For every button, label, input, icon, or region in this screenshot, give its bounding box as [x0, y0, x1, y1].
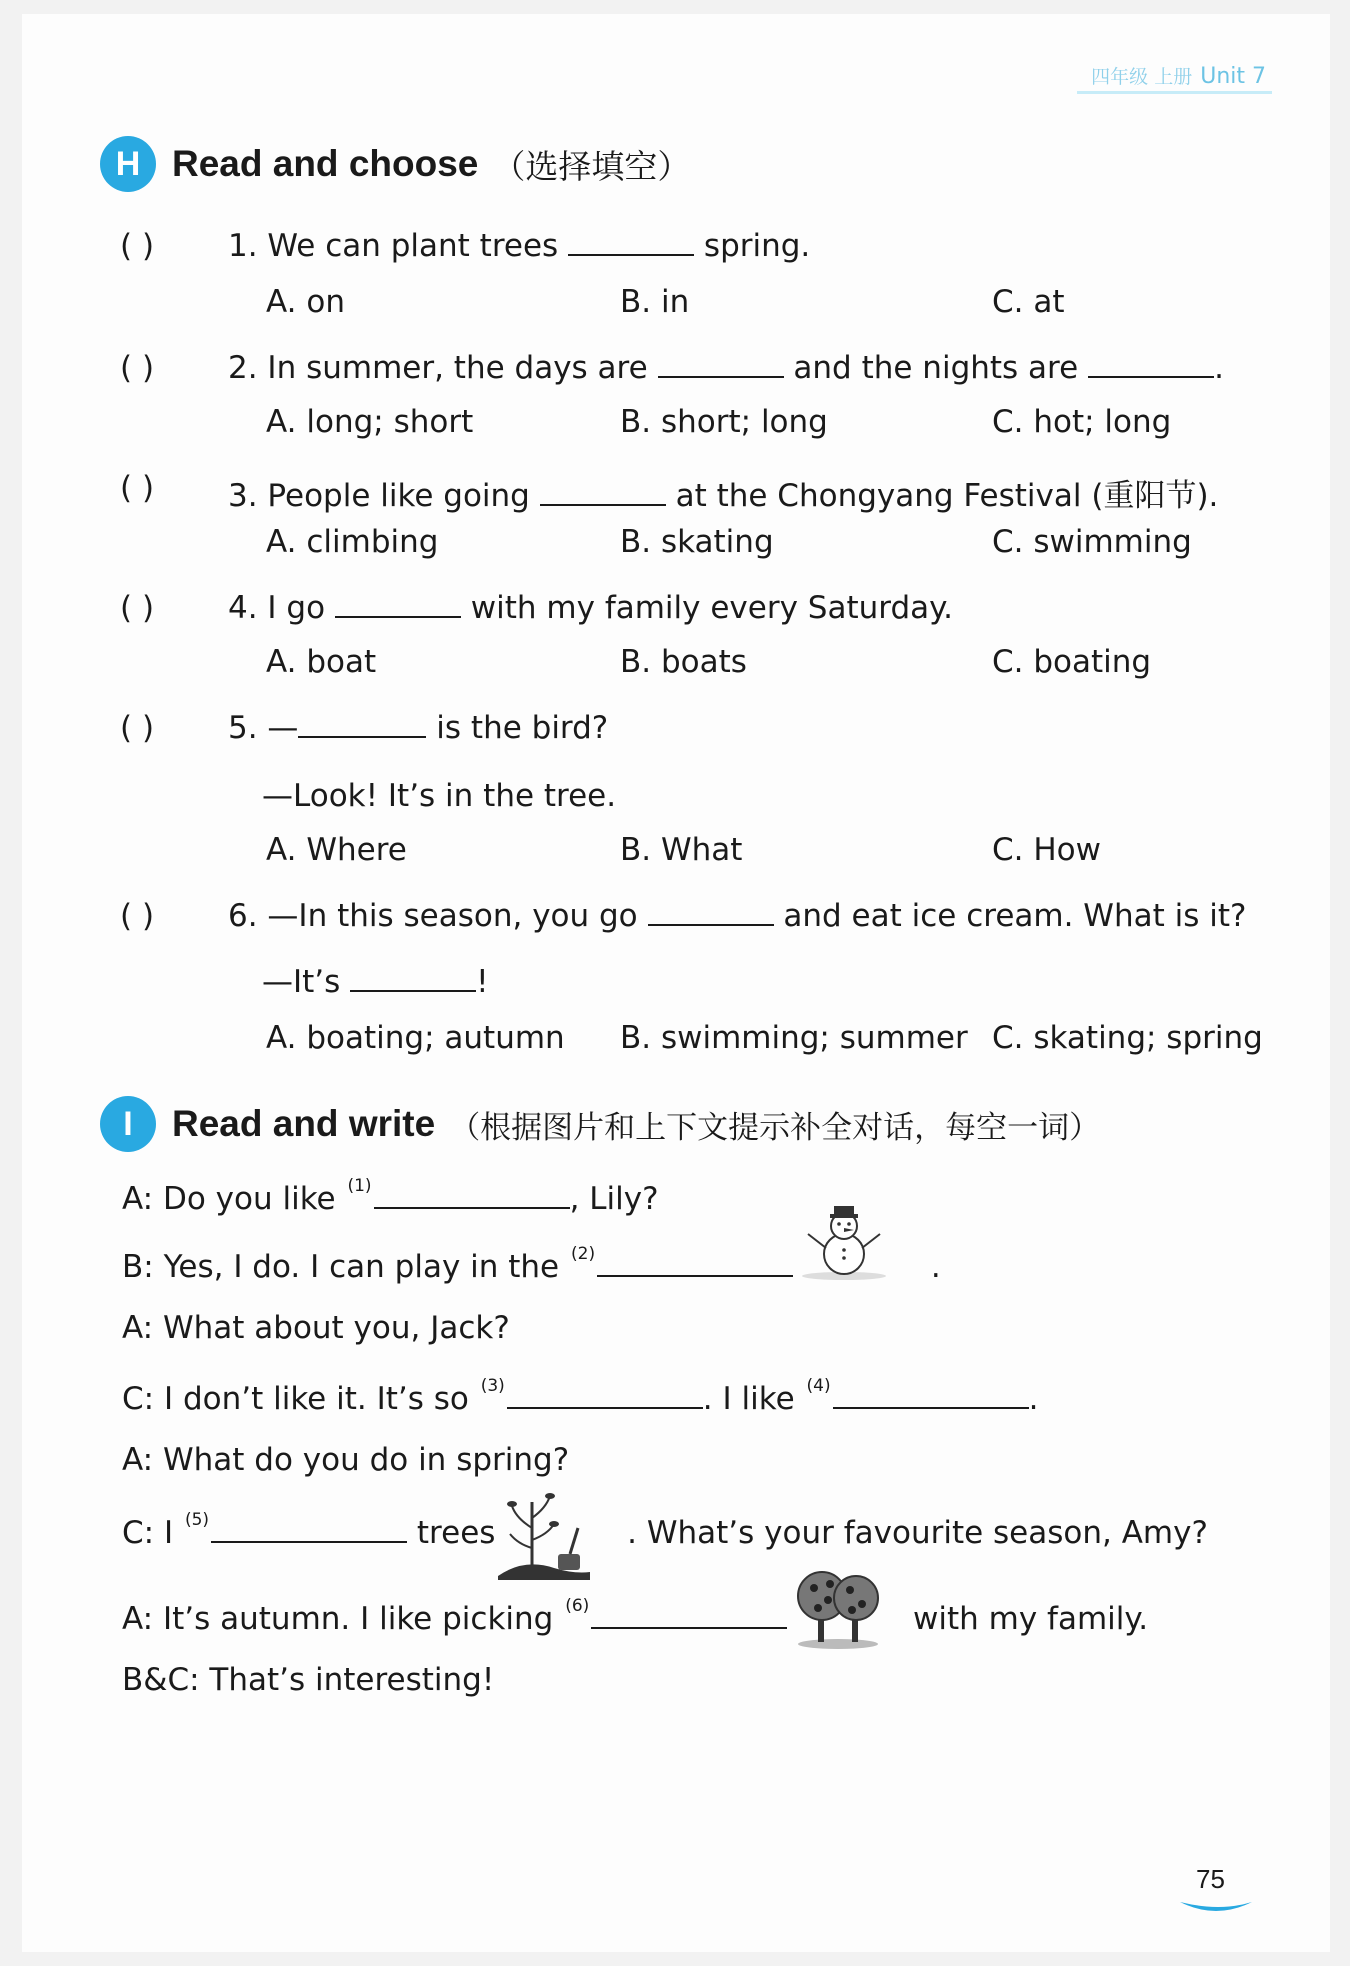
- answer-blank[interactable]: [1088, 375, 1214, 378]
- question-text: with my family every Saturday.: [470, 590, 953, 626]
- dialogue-line-6: [122, 1510, 1208, 1551]
- blank-number: (6): [565, 1596, 590, 1616]
- section-h-title: Read and choose: [172, 143, 479, 184]
- option-b: B. short; long: [620, 404, 828, 440]
- unit-label: Unit 7: [1200, 64, 1266, 89]
- question-text: is the bird?: [436, 710, 609, 746]
- dialogue-text: .: [1028, 1381, 1039, 1417]
- answer-blank-4[interactable]: [833, 1406, 1029, 1409]
- answer-parens[interactable]: ( ): [120, 350, 155, 386]
- question-text: 3. People like going: [228, 478, 530, 514]
- question-text: at the Chongyang Festival (重阳节).: [675, 478, 1219, 514]
- option-a: A. climbing: [266, 524, 439, 560]
- dialogue-text: .: [930, 1249, 941, 1285]
- answer-parens[interactable]: ( ): [120, 898, 155, 934]
- dialogue-text: C: I don’t like it. It’s so: [122, 1381, 469, 1417]
- dialogue-text: A: Do you like: [122, 1181, 336, 1217]
- question-3: [228, 470, 1218, 515]
- blank-number: (5): [184, 1510, 210, 1530]
- option-c: C. How: [992, 832, 1101, 868]
- option-a: A. long; short: [266, 404, 474, 440]
- page-swoosh-icon: [1180, 1898, 1252, 1918]
- answer-parens[interactable]: ( ): [120, 590, 155, 626]
- dialogue-text: B: Yes, I do. I can play in the: [122, 1249, 560, 1285]
- answer-blank[interactable]: [648, 923, 774, 926]
- question-text: 2. In summer, the days are: [228, 350, 648, 386]
- option-a: A. boat: [266, 644, 377, 680]
- question-2: [228, 350, 1224, 386]
- answer-blank[interactable]: [298, 735, 426, 738]
- answer-blank[interactable]: [658, 375, 784, 378]
- answer-blank-2[interactable]: [597, 1274, 793, 1277]
- section-h-heading: [100, 136, 690, 192]
- dialogue-line-4: [122, 1376, 1038, 1417]
- section-h-subtitle: （选择填空）: [492, 146, 691, 186]
- option-a: A. Where: [266, 832, 407, 868]
- question-text: !: [476, 964, 489, 1000]
- answer-blank-6[interactable]: [591, 1626, 787, 1629]
- section-i-subtitle: （根据图片和上下文提示补全对话，每空一词）: [449, 1109, 1101, 1146]
- question-text: 6. —In this season, you go: [228, 898, 638, 934]
- dialogue-text: . I like: [702, 1381, 795, 1417]
- planting-tree-icon: [494, 1488, 594, 1584]
- dialogue-text: trees: [416, 1515, 496, 1551]
- option-c: C. skating; spring: [992, 1020, 1263, 1056]
- answer-blank[interactable]: [350, 989, 476, 992]
- dialogue-text: with my family.: [913, 1601, 1149, 1637]
- question-5: [228, 710, 608, 746]
- question-6-reply: [262, 964, 489, 1000]
- answer-blank[interactable]: [335, 615, 461, 618]
- answer-parens[interactable]: ( ): [120, 228, 155, 264]
- option-b: B. What: [620, 832, 743, 868]
- blank-number: (4): [806, 1376, 831, 1396]
- apple-tree-icon: [794, 1562, 882, 1650]
- answer-blank-1[interactable]: [374, 1206, 570, 1209]
- section-i-badge: I: [100, 1096, 156, 1152]
- option-a: A. boating; autumn: [266, 1020, 565, 1056]
- question-text: spring.: [703, 228, 811, 264]
- option-a: A. on: [266, 284, 345, 320]
- section-h-badge: H: [100, 136, 156, 192]
- header-tag: [1077, 62, 1272, 94]
- dialogue-text: . What’s your favourite season, Amy?: [627, 1515, 1208, 1551]
- question-5-reply: —Look! It’s in the tree.: [262, 778, 617, 814]
- dialogue-text: C: I: [122, 1515, 174, 1551]
- option-b: B. in: [620, 284, 690, 320]
- answer-blank[interactable]: [568, 253, 694, 256]
- option-c: C. at: [992, 284, 1065, 320]
- question-6: [228, 898, 1246, 934]
- question-1: [228, 228, 810, 264]
- dialogue-text: A: It’s autumn. I like picking: [122, 1601, 554, 1637]
- answer-blank-3[interactable]: [507, 1406, 703, 1409]
- question-text: and eat ice cream. What is it?: [783, 898, 1247, 934]
- dialogue-line-7: [122, 1596, 1148, 1637]
- blank-number: (2): [571, 1244, 596, 1264]
- option-b: B. boats: [620, 644, 747, 680]
- blank-number: (1): [347, 1176, 372, 1196]
- option-b: B. skating: [620, 524, 774, 560]
- answer-blank[interactable]: [540, 503, 666, 506]
- answer-parens[interactable]: ( ): [120, 710, 155, 746]
- question-text: 4. I go: [228, 590, 326, 626]
- question-text: 5. —: [228, 710, 299, 746]
- dialogue-line-1: [122, 1176, 659, 1217]
- question-text: .: [1214, 350, 1224, 386]
- section-i-heading: [100, 1096, 1100, 1152]
- page-number: 75: [1196, 1864, 1225, 1894]
- answer-parens[interactable]: ( ): [120, 470, 155, 506]
- blank-number: (3): [480, 1376, 505, 1396]
- question-text: and the nights are: [793, 350, 1079, 386]
- option-b: B. swimming; summer: [620, 1020, 968, 1056]
- dialogue-line-8: B&C: That’s interesting!: [122, 1662, 495, 1698]
- option-c: C. swimming: [992, 524, 1192, 560]
- grade-label: 四年级 上册: [1091, 66, 1193, 88]
- question-text: 1. We can plant trees: [228, 228, 559, 264]
- dialogue-line-5: A: What do you do in spring?: [122, 1442, 570, 1478]
- dialogue-text: , Lily?: [569, 1181, 659, 1217]
- option-c: C. boating: [992, 644, 1152, 680]
- answer-blank-5[interactable]: [211, 1540, 407, 1543]
- section-i-title: Read and write: [172, 1103, 436, 1144]
- option-c: C. hot; long: [992, 404, 1172, 440]
- dialogue-line-3: A: What about you, Jack?: [122, 1310, 510, 1346]
- snowman-icon: [798, 1200, 890, 1282]
- question-4: [228, 590, 953, 626]
- question-text: —It’s: [262, 964, 341, 1000]
